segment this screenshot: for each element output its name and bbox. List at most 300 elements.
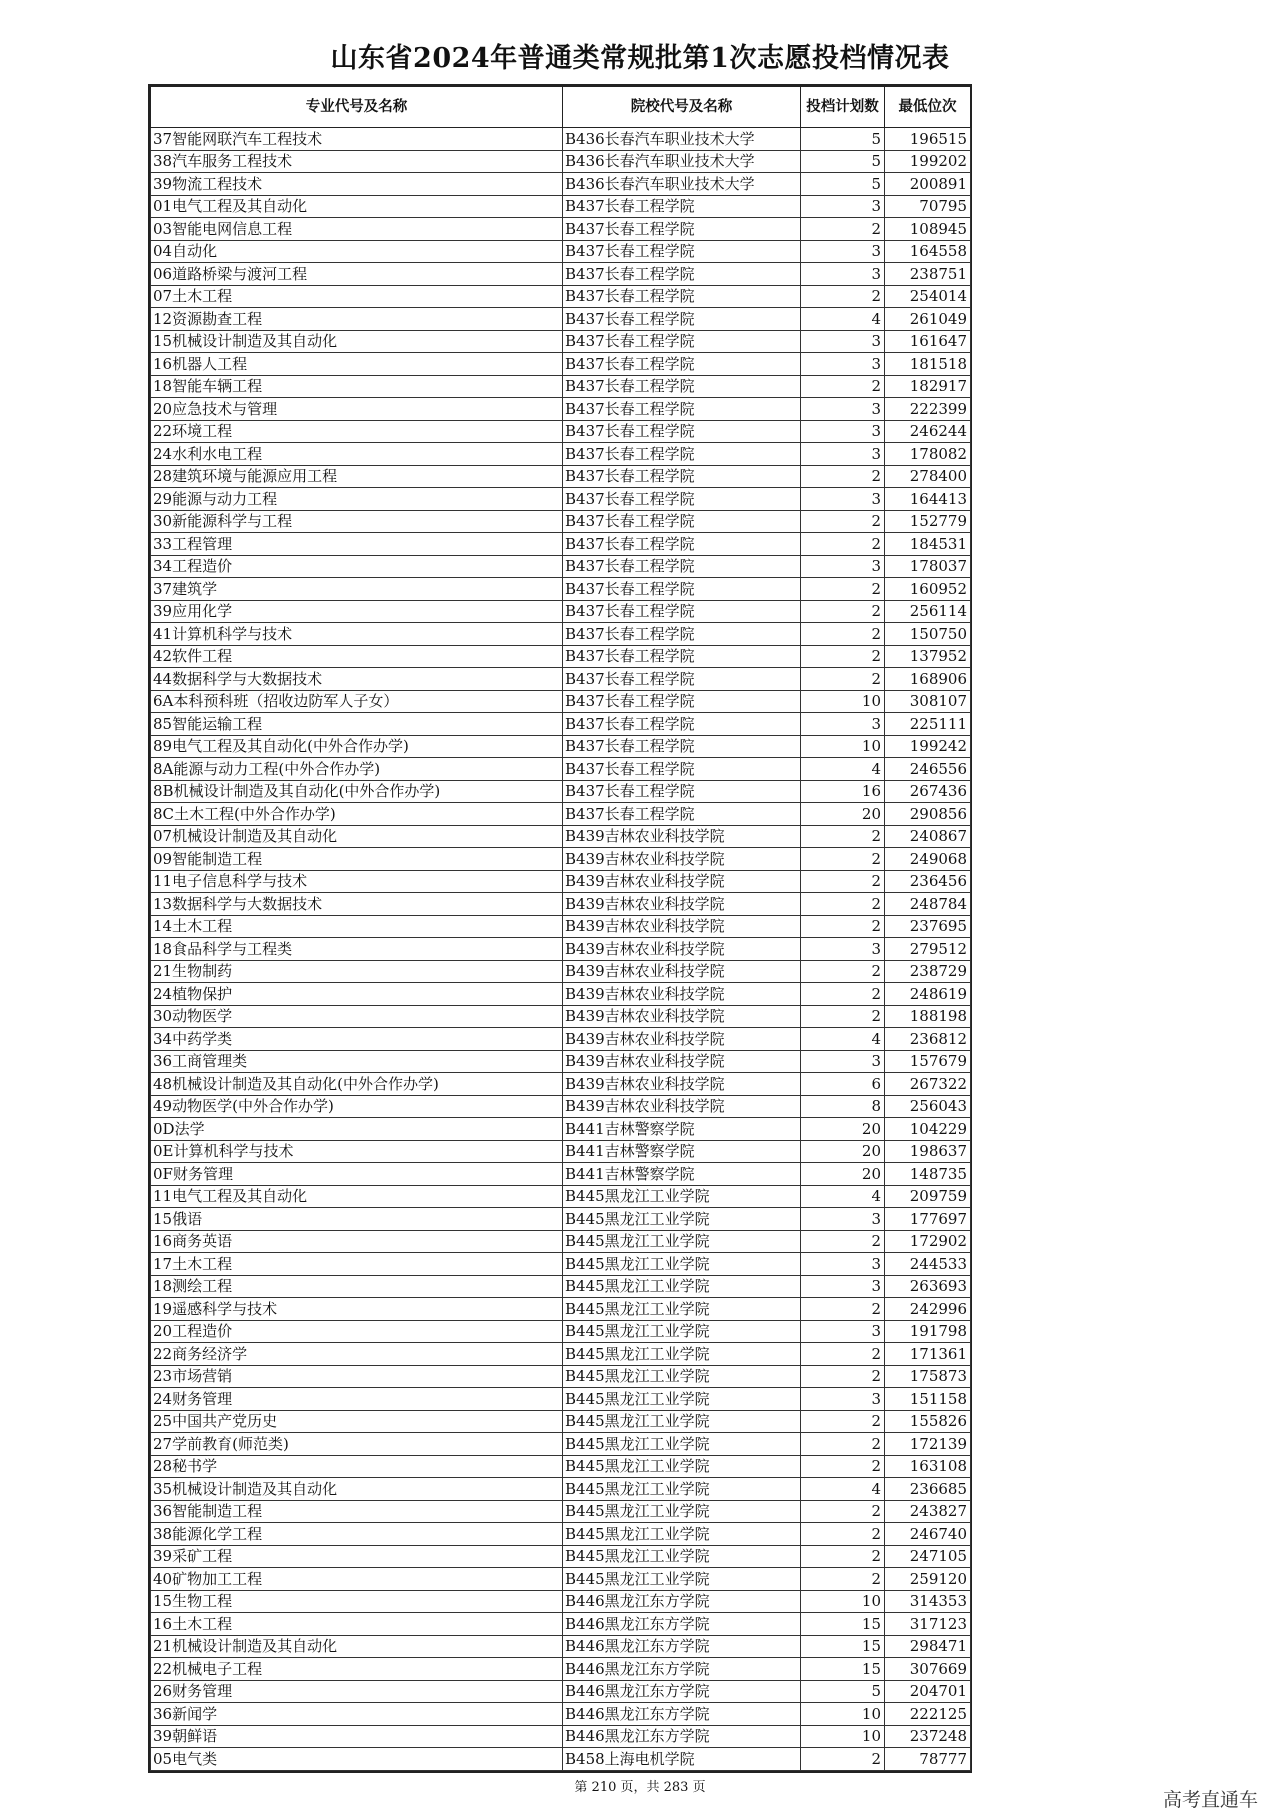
rank-cell: 160952 [885,578,971,601]
major-cell: 85智能运输工程 [151,713,563,736]
major-cell: 40矿物加工工程 [151,1568,563,1591]
school-cell: B445黑龙江工业学院 [563,1523,801,1546]
major-cell: 8B机械设计制造及其自动化(中外合作办学) [151,780,563,803]
table-row [151,1725,971,1748]
header-major: 专业代号及名称 [151,87,563,128]
table-row [151,690,971,713]
school-cell: B437长春工程学院 [563,533,801,556]
plan-cell: 20 [801,1163,885,1186]
school-cell: B437长春工程学院 [563,218,801,241]
plan-cell: 4 [801,758,885,781]
rank-cell: 175873 [885,1365,971,1388]
major-cell: 16商务英语 [151,1230,563,1253]
rank-cell: 248619 [885,983,971,1006]
major-cell: 0D法学 [151,1118,563,1141]
major-cell: 27学前教育(师范类) [151,1433,563,1456]
plan-cell: 3 [801,1253,885,1276]
school-cell: B437长春工程学院 [563,713,801,736]
school-cell: B445黑龙江工业学院 [563,1343,801,1366]
table-row [151,240,971,263]
rank-cell: 243827 [885,1500,971,1523]
school-cell: B458上海电机学院 [563,1748,801,1771]
plan-cell: 15 [801,1613,885,1636]
rank-cell: 184531 [885,533,971,556]
plan-cell: 4 [801,1185,885,1208]
major-cell: 20工程造价 [151,1320,563,1343]
table-row [151,825,971,848]
school-cell: B437长春工程学院 [563,578,801,601]
table-row [151,960,971,983]
rank-cell: 256114 [885,600,971,623]
rank-cell: 222125 [885,1703,971,1726]
school-cell: B446黑龙江东方学院 [563,1725,801,1748]
major-cell: 21机械设计制造及其自动化 [151,1635,563,1658]
rank-cell: 164413 [885,488,971,511]
table-row [151,488,971,511]
table-row [151,195,971,218]
school-cell: B445黑龙江工业学院 [563,1455,801,1478]
major-cell: 11电气工程及其自动化 [151,1185,563,1208]
major-cell: 39朝鲜语 [151,1725,563,1748]
school-cell: B439吉林农业科技学院 [563,1005,801,1028]
plan-cell: 2 [801,1523,885,1546]
plan-cell: 8 [801,1095,885,1118]
plan-cell: 3 [801,1320,885,1343]
school-cell: B437长春工程学院 [563,285,801,308]
school-cell: B439吉林农业科技学院 [563,983,801,1006]
school-cell: B445黑龙江工业学院 [563,1500,801,1523]
major-cell: 36智能制造工程 [151,1500,563,1523]
plan-cell: 10 [801,1703,885,1726]
plan-cell: 10 [801,735,885,758]
table-row [151,1298,971,1321]
rank-cell: 307669 [885,1658,971,1681]
table-row [151,1410,971,1433]
major-cell: 33工程管理 [151,533,563,556]
table-row [151,1635,971,1658]
rank-cell: 244533 [885,1253,971,1276]
plan-cell: 3 [801,1388,885,1411]
plan-cell: 6 [801,1073,885,1096]
plan-cell: 3 [801,1208,885,1231]
major-cell: 89电气工程及其自动化(中外合作办学) [151,735,563,758]
major-cell: 49动物医学(中外合作办学) [151,1095,563,1118]
school-cell: B446黑龙江东方学院 [563,1658,801,1681]
plan-cell: 2 [801,668,885,691]
table-row [151,1275,971,1298]
rank-cell: 256043 [885,1095,971,1118]
table-row [151,1388,971,1411]
major-cell: 30动物医学 [151,1005,563,1028]
plan-cell: 20 [801,1140,885,1163]
school-cell: B439吉林农业科技学院 [563,1050,801,1073]
major-cell: 23市场营销 [151,1365,563,1388]
plan-cell: 3 [801,420,885,443]
plan-cell: 2 [801,1410,885,1433]
school-cell: B436长春汽车职业技术大学 [563,150,801,173]
plan-cell: 2 [801,533,885,556]
rank-cell: 225111 [885,713,971,736]
school-cell: B437长春工程学院 [563,600,801,623]
table-row [151,713,971,736]
major-cell: 34工程造价 [151,555,563,578]
school-cell: B436长春汽车职业技术大学 [563,173,801,196]
rank-cell: 152779 [885,510,971,533]
table-row [151,510,971,533]
table-row [151,555,971,578]
plan-cell: 2 [801,1568,885,1591]
major-cell: 09智能制造工程 [151,848,563,871]
table-row [151,1455,971,1478]
plan-cell: 3 [801,713,885,736]
school-cell: B437长春工程学院 [563,420,801,443]
major-cell: 15机械设计制造及其自动化 [151,330,563,353]
table-row [151,1478,971,1501]
major-cell: 25中国共产党历史 [151,1410,563,1433]
table-row [151,1140,971,1163]
plan-cell: 2 [801,578,885,601]
plan-cell: 2 [801,1545,885,1568]
plan-cell: 4 [801,308,885,331]
major-cell: 22商务经济学 [151,1343,563,1366]
major-cell: 03智能电网信息工程 [151,218,563,241]
table-row [151,668,971,691]
rank-cell: 200891 [885,173,971,196]
major-cell: 37智能网联汽车工程技术 [151,128,563,151]
school-cell: B439吉林农业科技学院 [563,960,801,983]
major-cell: 21生物制药 [151,960,563,983]
major-cell: 07土木工程 [151,285,563,308]
plan-cell: 20 [801,1118,885,1141]
header-plan: 投档计划数 [801,87,885,128]
table-body [151,128,971,1771]
plan-cell: 2 [801,893,885,916]
rank-cell: 181518 [885,353,971,376]
major-cell: 01电气工程及其自动化 [151,195,563,218]
school-cell: B437长春工程学院 [563,488,801,511]
school-cell: B439吉林农业科技学院 [563,915,801,938]
plan-cell: 2 [801,870,885,893]
school-cell: B437长春工程学院 [563,465,801,488]
plan-cell: 10 [801,1590,885,1613]
major-cell: 13数据科学与大数据技术 [151,893,563,916]
rank-cell: 157679 [885,1050,971,1073]
rank-cell: 199242 [885,735,971,758]
rank-cell: 267436 [885,780,971,803]
school-cell: B446黑龙江东方学院 [563,1635,801,1658]
table-row [151,1343,971,1366]
table-row [151,1703,971,1726]
major-cell: 24财务管理 [151,1388,563,1411]
school-cell: B445黑龙江工业学院 [563,1185,801,1208]
major-cell: 30新能源科学与工程 [151,510,563,533]
rank-cell: 278400 [885,465,971,488]
rank-cell: 242996 [885,1298,971,1321]
plan-cell: 10 [801,1725,885,1748]
table-row [151,330,971,353]
major-cell: 18食品科学与工程类 [151,938,563,961]
plan-cell: 2 [801,510,885,533]
rank-cell: 171361 [885,1343,971,1366]
table-row [151,780,971,803]
plan-cell: 2 [801,915,885,938]
major-cell: 6A本科预科班（招收边防军人子女） [151,690,563,713]
plan-cell: 15 [801,1658,885,1681]
major-cell: 18智能车辆工程 [151,375,563,398]
major-cell: 8A能源与动力工程(中外合作办学) [151,758,563,781]
plan-cell: 3 [801,938,885,961]
school-cell: B445黑龙江工业学院 [563,1253,801,1276]
school-cell: B445黑龙江工业学院 [563,1230,801,1253]
rank-cell: 209759 [885,1185,971,1208]
rank-cell: 317123 [885,1613,971,1636]
table-row [151,915,971,938]
major-cell: 26财务管理 [151,1680,563,1703]
table-row [151,533,971,556]
school-cell: B437长春工程学院 [563,353,801,376]
rank-cell: 182917 [885,375,971,398]
school-cell: B445黑龙江工业学院 [563,1568,801,1591]
plan-cell: 2 [801,623,885,646]
rank-cell: 254014 [885,285,971,308]
plan-cell: 5 [801,150,885,173]
rank-cell: 308107 [885,690,971,713]
table-row [151,893,971,916]
school-cell: B439吉林农业科技学院 [563,1028,801,1051]
rank-cell: 196515 [885,128,971,151]
table-row [151,758,971,781]
rank-cell: 191798 [885,1320,971,1343]
school-cell: B437长春工程学院 [563,645,801,668]
rank-cell: 240867 [885,825,971,848]
plan-cell: 3 [801,555,885,578]
rank-cell: 137952 [885,645,971,668]
school-cell: B437长春工程学院 [563,195,801,218]
plan-cell: 3 [801,398,885,421]
plan-cell: 2 [801,285,885,308]
table-row [151,1500,971,1523]
table-row [151,1365,971,1388]
table-row [151,1185,971,1208]
rank-cell: 237695 [885,915,971,938]
plan-cell: 15 [801,1635,885,1658]
table-row [151,375,971,398]
school-cell: B439吉林农业科技学院 [563,1095,801,1118]
major-cell: 41计算机科学与技术 [151,623,563,646]
school-cell: B439吉林农业科技学院 [563,1073,801,1096]
school-cell: B445黑龙江工业学院 [563,1545,801,1568]
table-row [151,1680,971,1703]
rank-cell: 222399 [885,398,971,421]
plan-cell: 2 [801,1005,885,1028]
admission-table [148,84,972,1773]
major-cell: 12资源勘查工程 [151,308,563,331]
rank-cell: 267322 [885,1073,971,1096]
table-row [151,1230,971,1253]
major-cell: 16土木工程 [151,1613,563,1636]
rank-cell: 155826 [885,1410,971,1433]
major-cell: 16机器人工程 [151,353,563,376]
rank-cell: 204701 [885,1680,971,1703]
table-row [151,443,971,466]
header-school: 院校代号及名称 [563,87,801,128]
plan-cell: 4 [801,1478,885,1501]
school-cell: B445黑龙江工业学院 [563,1365,801,1388]
school-cell: B441吉林警察学院 [563,1118,801,1141]
major-cell: 0E计算机科学与技术 [151,1140,563,1163]
plan-cell: 2 [801,218,885,241]
table-row [151,938,971,961]
plan-cell: 2 [801,983,885,1006]
table-row [151,1005,971,1028]
plan-cell: 2 [801,1230,885,1253]
rank-cell: 104229 [885,1118,971,1141]
table-row [151,870,971,893]
school-cell: B437长春工程学院 [563,758,801,781]
major-cell: 39采矿工程 [151,1545,563,1568]
table-row [151,1568,971,1591]
major-cell: 0F财务管理 [151,1163,563,1186]
major-cell: 35机械设计制造及其自动化 [151,1478,563,1501]
table-row [151,1163,971,1186]
plan-cell: 3 [801,1275,885,1298]
plan-cell: 2 [801,1343,885,1366]
major-cell: 14土木工程 [151,915,563,938]
school-cell: B445黑龙江工业学院 [563,1388,801,1411]
rank-cell: 199202 [885,150,971,173]
table-row [151,285,971,308]
school-cell: B441吉林警察学院 [563,1140,801,1163]
table-row [151,1590,971,1613]
plan-cell: 2 [801,1433,885,1456]
major-cell: 07机械设计制造及其自动化 [151,825,563,848]
school-cell: B446黑龙江东方学院 [563,1680,801,1703]
major-cell: 42软件工程 [151,645,563,668]
plan-cell: 2 [801,1298,885,1321]
table-row [151,1208,971,1231]
table-row [151,735,971,758]
table-row [151,1748,971,1771]
school-cell: B437长春工程学院 [563,263,801,286]
plan-cell: 3 [801,263,885,286]
plan-cell: 2 [801,825,885,848]
major-cell: 17土木工程 [151,1253,563,1276]
school-cell: B436长春汽车职业技术大学 [563,128,801,151]
table-row [151,465,971,488]
major-cell: 22环境工程 [151,420,563,443]
table-row [151,848,971,871]
rank-cell: 161647 [885,330,971,353]
table-row [151,308,971,331]
rank-cell: 248784 [885,893,971,916]
plan-cell: 2 [801,1365,885,1388]
major-cell: 28建筑环境与能源应用工程 [151,465,563,488]
plan-cell: 2 [801,645,885,668]
plan-cell: 2 [801,600,885,623]
school-cell: B437长春工程学院 [563,330,801,353]
school-cell: B437长春工程学院 [563,668,801,691]
major-cell: 34中药学类 [151,1028,563,1051]
rank-cell: 164558 [885,240,971,263]
school-cell: B445黑龙江工业学院 [563,1275,801,1298]
plan-cell: 3 [801,488,885,511]
school-cell: B437长春工程学院 [563,803,801,826]
table-row [151,1523,971,1546]
major-cell: 11电子信息科学与技术 [151,870,563,893]
table-row [151,173,971,196]
plan-cell: 2 [801,1455,885,1478]
major-cell: 38汽车服务工程技术 [151,150,563,173]
plan-cell: 3 [801,353,885,376]
table-row [151,1613,971,1636]
table-header-row [151,87,971,128]
major-cell: 36工商管理类 [151,1050,563,1073]
table-row [151,1118,971,1141]
major-cell: 48机械设计制造及其自动化(中外合作办学) [151,1073,563,1096]
rank-cell: 246244 [885,420,971,443]
rank-cell: 188198 [885,1005,971,1028]
rank-cell: 298471 [885,1635,971,1658]
school-cell: B437长春工程学院 [563,240,801,263]
major-cell: 06道路桥梁与渡河工程 [151,263,563,286]
school-cell: B439吉林农业科技学院 [563,848,801,871]
rank-cell: 168906 [885,668,971,691]
rank-cell: 236456 [885,870,971,893]
plan-cell: 16 [801,780,885,803]
rank-cell: 238729 [885,960,971,983]
table-row [151,1433,971,1456]
school-cell: B437长春工程学院 [563,690,801,713]
plan-cell: 2 [801,1500,885,1523]
school-cell: B445黑龙江工业学院 [563,1433,801,1456]
page-footer: 第 210 页，共 283 页 [574,1780,706,1795]
plan-cell: 5 [801,173,885,196]
major-cell: 8C土木工程(中外合作办学) [151,803,563,826]
plan-cell: 2 [801,848,885,871]
school-cell: B441吉林警察学院 [563,1163,801,1186]
school-cell: B445黑龙江工业学院 [563,1410,801,1433]
major-cell: 37建筑学 [151,578,563,601]
rank-cell: 178037 [885,555,971,578]
major-cell: 38能源化学工程 [151,1523,563,1546]
rank-cell: 150750 [885,623,971,646]
rank-cell: 236685 [885,1478,971,1501]
table-row [151,623,971,646]
table-row [151,1658,971,1681]
school-cell: B439吉林农业科技学院 [563,938,801,961]
rank-cell: 198637 [885,1140,971,1163]
major-cell: 15生物工程 [151,1590,563,1613]
table-row [151,1028,971,1051]
rank-cell: 261049 [885,308,971,331]
table-row [151,1050,971,1073]
rank-cell: 247105 [885,1545,971,1568]
school-cell: B445黑龙江工业学院 [563,1478,801,1501]
plan-cell: 2 [801,375,885,398]
table-row [151,803,971,826]
plan-cell: 3 [801,240,885,263]
rank-cell: 246556 [885,758,971,781]
major-cell: 20应急技术与管理 [151,398,563,421]
rank-cell: 163108 [885,1455,971,1478]
rank-cell: 259120 [885,1568,971,1591]
plan-cell: 3 [801,195,885,218]
rank-cell: 70795 [885,195,971,218]
rank-cell: 236812 [885,1028,971,1051]
school-cell: B437长春工程学院 [563,780,801,803]
rank-cell: 290856 [885,803,971,826]
table-row [151,263,971,286]
